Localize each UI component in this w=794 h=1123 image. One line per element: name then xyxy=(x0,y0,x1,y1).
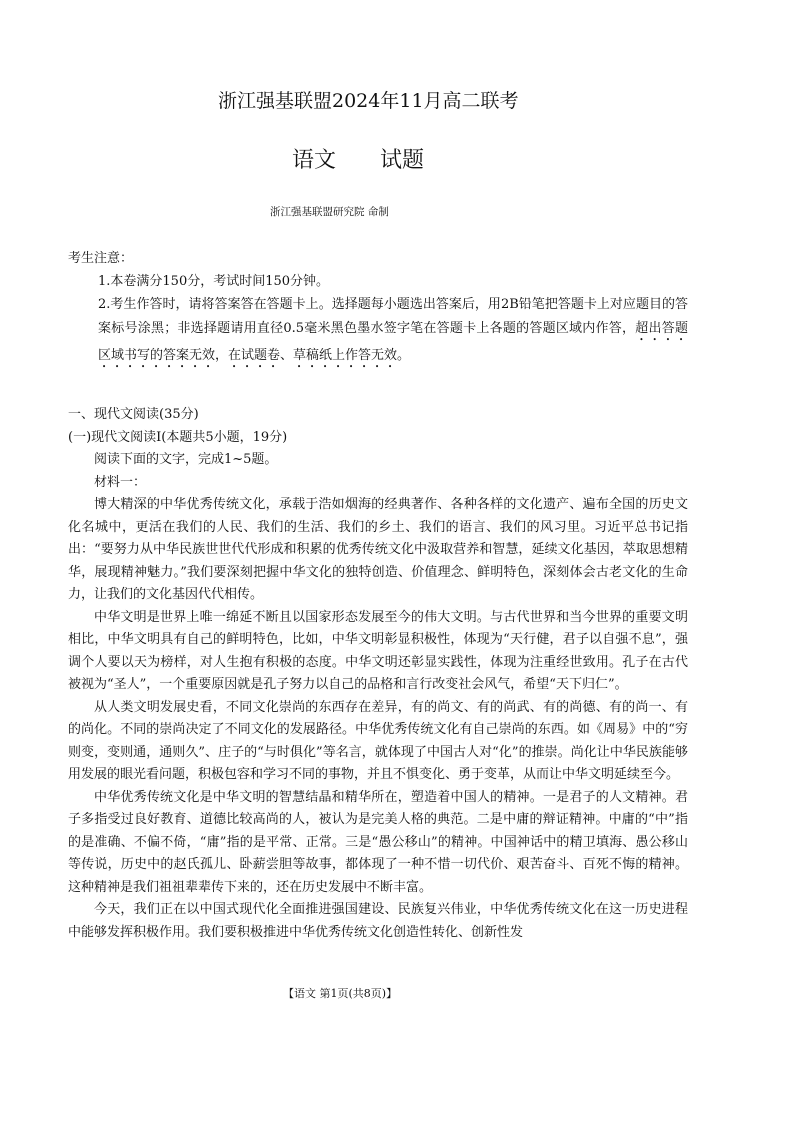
exam-title: 浙江强基联盟2024年11月高二联考 xyxy=(218,90,519,112)
notice-item-2 xyxy=(68,293,688,371)
notice-item-2-emphasis: 超出答题区域书写的答案无效，在试题卷、草稿纸上作答无效。 xyxy=(98,321,688,363)
notice-item-2-text: 2.考生作答时，请将答案答在答题卡上。选择题每小题选出答案后，用2B铅笔把答题卡上对应题目的答案标号涂黑；非选择题请用直径0.5毫米黑色墨水签字笔在答题卡上各题的答题区域内作答， xyxy=(98,297,688,336)
material-label: 材料一： xyxy=(94,474,147,490)
exam-body xyxy=(68,248,688,944)
subject-name: 语文 xyxy=(292,148,337,173)
notice-item-1: 1.本卷满分150分，考试时间150分钟。 xyxy=(98,273,330,289)
paragraph-4: 中华优秀传统文化是中华文明的智慧结晶和精华所在，塑造着中国人的精神。一是君子的人文精神。君子多指受过良好教育、道德比较高尚的人，被认为是完美人格的典范。二是中庸的辩证精神。中庸的“中”指的是准确、不偏不倚，“庸”指的是平常、正常。三是“愚公移山”的精神。中国神话中的精卫填海、愚公移山等传说，历史中的赵氏孤儿、卧薪尝胆等故事，都体现了一种不惜一切代价、艰苦奋斗、百死不悔的精神。这种精神是我们祖祖辈辈传下来的，还在历史发展中不断丰富。 xyxy=(68,789,688,895)
reading-instruction: 阅读下面的文字，完成1~5题。 xyxy=(94,452,278,467)
subject-type: 试题 xyxy=(380,148,425,173)
section-heading: 一、现代文阅读(35分) xyxy=(68,407,199,422)
subject-title xyxy=(292,143,424,174)
section-subheading: (一)现代文阅读Ⅰ(本题共5小题，19分) xyxy=(68,429,288,445)
paragraph-1: 博大精深的中华优秀传统文化，承载于浩如烟海的经典著作、各种各样的文化遗产、遍布全国的历史文化名城中，更活在我们的人民、我们的生活、我们的乡土、我们的语言、我们的风习里。习近平总书记指出：“要努力从中华民族世世代代形成和积累的优秀传统文化中汲取营养和智慧，延续文化基因，萃取思想精华，展现精神魅力。”我们要深刻把握中华文化的独特创造、价值理念、鲜明特色，深刻体会古老文化的生命力，让我们的文化基因代代相传。 xyxy=(68,497,688,602)
notice-label: 考生注意： xyxy=(68,251,134,266)
page-footer: 【语文 第1页(共8页)】 xyxy=(283,987,398,1000)
paragraph-5: 今天，我们正在以中国式现代化全面推进强国建设、民族复兴伟业，中华优秀传统文化在这一历史进程中能够发挥积极作用。我们要积极推进中华优秀传统文化创造性转化、创新性发 xyxy=(68,902,688,940)
paragraph-2: 中华文明是世界上唯一绵延不断且以国家形态发展至今的伟大文明。与古代世界和当今世界的重要文明相比，中华文明具有自己的鲜明特色，比如，中华文明彰显积极性，体现为“天行健，君子以自强不息”，强调个人要以天为榜样，对人生抱有积极的态度。中华文明还彰显实践性，体现为注重经世致用。孔子在古代被视为“圣人”，一个重要原因就是孔子努力以自己的品格和言行改变社会风气，希望“天下归仁”。 xyxy=(68,609,688,692)
maker-line: 浙江强基联盟研究院 命制 xyxy=(270,206,389,218)
paragraph-3: 从人类文明发展史看，不同文化崇尚的东西存在差异，有的尚文、有的尚武、有的尚德、有的尚一、有的尚化。不同的崇尚决定了不同文化的发展路径。中华优秀传统文化有自己崇尚的东西。如《周易》中的“穷则变，变则通，通则久”、庄子的“与时俱化”等名言，就体现了中国古人对“化”的推崇。尚化让中华民族能够用发展的眼光看问题，积极包容和学习不同的事物，并且不惧变化、勇于变革，从而让中华文明延续至今。 xyxy=(68,699,688,782)
